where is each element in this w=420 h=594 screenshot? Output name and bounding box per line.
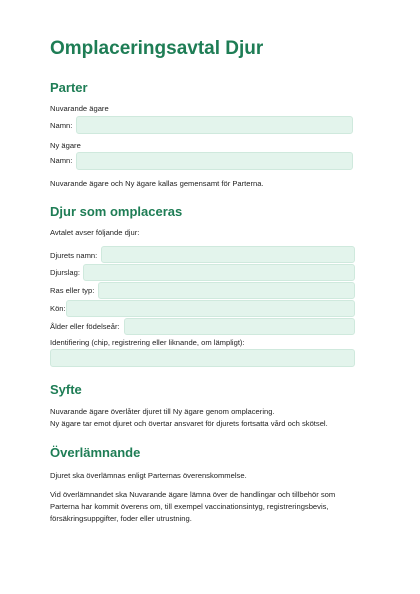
section-heading-overlamnande: Överlämnande (50, 445, 141, 460)
current-owner-name-label: Namn: (50, 121, 73, 130)
breed-field[interactable] (98, 282, 355, 299)
parties-note: Nuvarande ägare och Ny ägare kallas gemensamt för Parterna. (50, 179, 264, 188)
handover-paragraph-2-line-1: Vid överlämnandet ska Nuvarande ägare lämna över de handlingar och tillbehör som (50, 490, 336, 499)
age-label: Ålder eller födelseår: (50, 322, 120, 331)
age-field[interactable] (124, 318, 355, 335)
identification-label: Identifiering (chip, registrering eller liknande, om lämpligt): (50, 338, 245, 347)
species-field[interactable] (83, 264, 355, 281)
document-title: Omplaceringsavtal Djur (50, 38, 264, 59)
animal-name-label: Djurets namn: (50, 251, 98, 260)
section-heading-syfte: Syfte (50, 382, 82, 397)
sex-field[interactable] (66, 300, 355, 317)
new-owner-label: Ny ägare (50, 141, 81, 150)
animal-intro: Avtalet avser följande djur: (50, 228, 140, 237)
purpose-line-2: Ny ägare tar emot djuret och övertar ansvaret för djurets fortsatta vård och skötsel. (50, 419, 328, 428)
breed-label: Ras eller typ: (50, 286, 95, 295)
new-owner-name-label: Namn: (50, 156, 73, 165)
current-owner-name-field[interactable] (76, 116, 353, 134)
new-owner-name-field[interactable] (76, 152, 353, 170)
handover-paragraph-1: Djuret ska överlämnas enligt Parternas överenskommelse. (50, 471, 247, 480)
section-heading-parter: Parter (50, 80, 88, 95)
handover-paragraph-2-line-2: Parterna har kommit överens om, till exempel vaccinationsintyg, registreringsbevis, (50, 502, 329, 511)
sex-label: Kön: (50, 304, 66, 313)
current-owner-label: Nuvarande ägare (50, 104, 109, 113)
species-label: Djurslag: (50, 268, 80, 277)
animal-name-field[interactable] (101, 246, 355, 263)
section-heading-djur: Djur som omplaceras (50, 204, 183, 219)
handover-paragraph-2-line-3: försäkringsuppgifter, foder eller utrustning. (50, 514, 192, 523)
purpose-line-1: Nuvarande ägare överlåter djuret till Ny ägare genom omplacering. (50, 407, 275, 416)
identification-field[interactable] (50, 349, 355, 367)
